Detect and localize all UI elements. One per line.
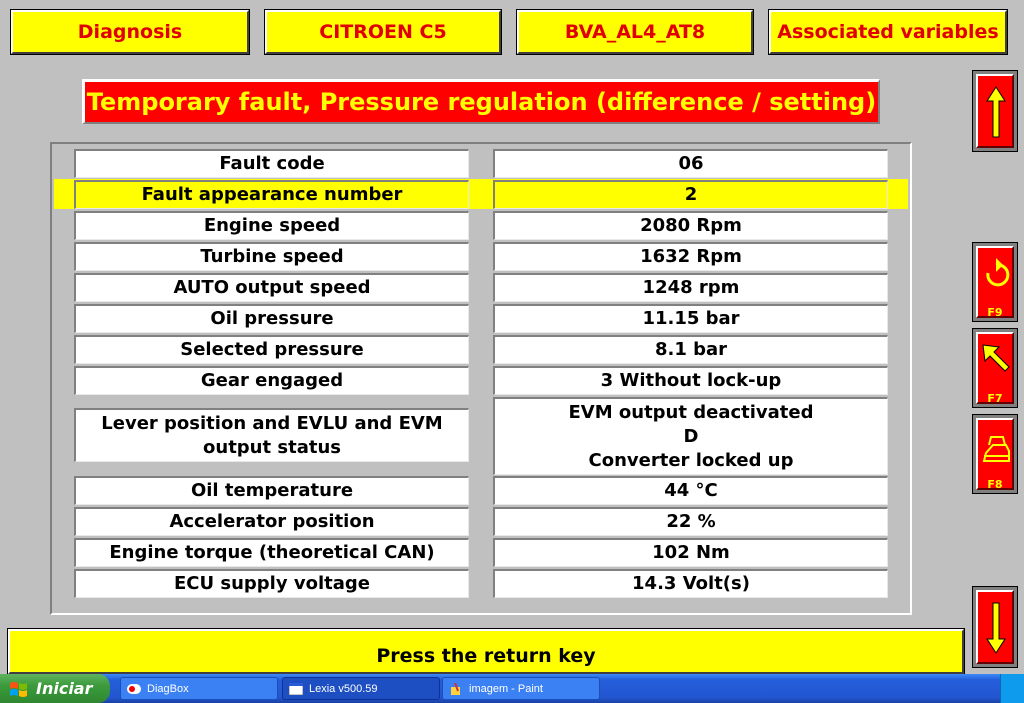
task-diagbox-label: DiagBox: [147, 682, 189, 695]
row-value-engine-torque: 102 Nm: [493, 538, 888, 567]
row-label-engine-speed: Engine speed: [74, 211, 469, 240]
arrow-down-icon: [973, 587, 1019, 669]
row-value-selected-pressure: 8.1 bar: [493, 335, 888, 364]
row-label-fault-appearance[interactable]: Fault appearance number: [74, 180, 469, 209]
arrow-up-icon: [973, 71, 1019, 153]
task-lexia-label: Lexia v500.59: [309, 682, 378, 695]
row-label-accelerator-position: Accelerator position: [74, 507, 469, 536]
row-value-fault-code: 06: [493, 149, 888, 178]
vehicle-button[interactable]: [265, 10, 501, 54]
fault-title: [82, 79, 880, 124]
row-value-oil-temperature: 44 °C: [493, 476, 888, 505]
row-label-engine-torque: Engine torque (theoretical CAN): [74, 538, 469, 567]
task-paint[interactable]: [442, 677, 600, 700]
print-f8-button[interactable]: [972, 414, 1018, 494]
status-message-text: Press the return key: [376, 644, 596, 667]
row-value-fault-appearance[interactable]: 2: [493, 180, 888, 209]
row-value-gear-engaged: 3 Without lock-up: [493, 366, 888, 395]
row-value-turbine-speed: 1632 Rpm: [493, 242, 888, 271]
diagnosis-button[interactable]: [11, 10, 249, 54]
row-label-gear-engaged: Gear engaged: [74, 366, 469, 395]
diagnosis-button-label: Diagnosis: [77, 21, 183, 43]
row-value-auto-output-speed: 1248 rpm: [493, 273, 888, 302]
back-f7-button[interactable]: [972, 328, 1018, 408]
row-value-accelerator-position: 22 %: [493, 507, 888, 536]
status-message: [8, 629, 964, 674]
ecu-button-label: BVA_AL4_AT8: [564, 21, 706, 43]
task-lexia[interactable]: [282, 677, 440, 700]
row-value-ecu-voltage: 14.3 Volt(s): [493, 569, 888, 598]
scroll-up-button[interactable]: [972, 70, 1018, 152]
system-tray: [1000, 674, 1024, 703]
f7-label: F7: [987, 392, 1003, 405]
fault-title-text: Temporary fault, Pressure regulation (difference / setting): [86, 88, 877, 116]
start-label: Iniciar: [36, 679, 93, 698]
row-label-oil-temperature: Oil temperature: [74, 476, 469, 505]
row-label-oil-pressure: Oil pressure: [74, 304, 469, 333]
windows-logo-icon: [8, 679, 30, 699]
f9-label: F9: [987, 306, 1003, 319]
row-value-lever-position: EVM output deactivated D Converter locked up: [493, 397, 888, 475]
row-label-ecu-voltage: ECU supply voltage: [74, 569, 469, 598]
row-label-lever-position: Lever position and EVLU and EVM output status: [74, 408, 469, 462]
row-label-turbine-speed: Turbine speed: [74, 242, 469, 271]
diagbox-icon: [127, 683, 141, 695]
window-icon: [289, 683, 303, 695]
row-label-auto-output-speed: AUTO output speed: [74, 273, 469, 302]
start-button[interactable]: [0, 674, 110, 703]
paint-icon: [449, 683, 463, 695]
associated-variables-button[interactable]: [769, 10, 1007, 54]
f8-label: F8: [987, 478, 1003, 491]
refresh-f9-button[interactable]: [972, 242, 1018, 322]
row-value-oil-pressure: 11.15 bar: [493, 304, 888, 333]
row-label-selected-pressure: Selected pressure: [74, 335, 469, 364]
row-label-fault-code: Fault code: [74, 149, 469, 178]
row-value-engine-speed: 2080 Rpm: [493, 211, 888, 240]
associated-variables-label: Associated variables: [777, 21, 999, 43]
vehicle-button-label: CITROEN C5: [319, 21, 447, 43]
taskbar: [0, 674, 1024, 703]
scroll-down-button[interactable]: [972, 586, 1018, 668]
ecu-button[interactable]: [517, 10, 753, 54]
task-paint-label: imagem - Paint: [469, 682, 543, 695]
task-diagbox[interactable]: [120, 677, 278, 700]
